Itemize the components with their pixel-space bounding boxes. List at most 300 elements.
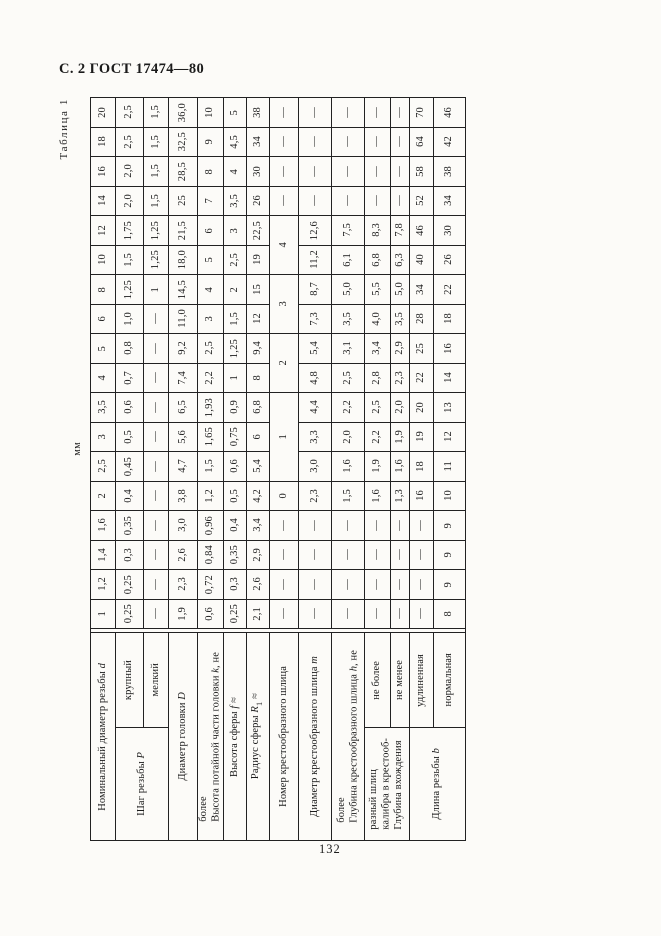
data-cell-p [116, 275, 144, 305]
data-cell-D [169, 187, 198, 217]
data-cell-pm-text: — [149, 313, 161, 325]
data-cell-gmax-text: 4,0 [371, 311, 383, 326]
data-cell-f-text: 0,5 [228, 488, 240, 503]
data-cell-k-text: 6 [204, 227, 216, 233]
data-cell-slot-text: 3 [277, 301, 289, 307]
column-label [270, 633, 299, 841]
sub-label [410, 633, 434, 728]
data-cell-f [224, 157, 247, 187]
data-cell-m-text: 7,3 [308, 311, 320, 326]
sub-label [116, 633, 144, 728]
column-label [169, 633, 198, 841]
data-cell-pm-text: — [149, 519, 161, 531]
table-caption [56, 98, 72, 160]
data-cell-ln [434, 511, 466, 541]
data-cell-gmax [365, 246, 391, 276]
data-cell-lu [410, 393, 434, 423]
data-cell-D-text: 5,6 [176, 429, 188, 444]
data-cell-slot-text: — [277, 549, 289, 561]
column-label [365, 728, 410, 841]
data-cell-p [116, 393, 144, 423]
data-cell-f-text: 1,5 [228, 311, 240, 326]
data-cell-D-text: 4,7 [176, 459, 188, 474]
data-cell-gmin [391, 275, 410, 305]
data-cell-gmin-text: 2,0 [393, 400, 405, 415]
data-cell-gmin [391, 482, 410, 512]
data-cell-f [224, 541, 247, 571]
data-cell-p-text: 0,8 [123, 341, 135, 356]
data-cell-d [91, 482, 116, 512]
data-cell-m [299, 393, 332, 423]
data-cell-gmin [391, 128, 410, 158]
data-cell-k-text: 1,2 [204, 488, 216, 503]
data-cell-f [224, 305, 247, 335]
data-cell-gmin-text: 6,3 [393, 252, 405, 267]
column-label-text: Диаметр крестообразного шлица m [308, 656, 320, 817]
data-cell-pm-text: 1,25 [149, 250, 161, 270]
data-cell-f [224, 511, 247, 541]
data-cell-gmax [365, 423, 391, 453]
data-cell-m [299, 423, 332, 453]
data-cell-f-text: 0,6 [228, 459, 240, 474]
data-cell-d-text: 3,5 [96, 400, 108, 415]
data-cell-pm-text: — [149, 431, 161, 443]
data-cell-h [332, 452, 365, 482]
data-cell-gmin-text: 1,6 [393, 459, 405, 474]
data-cell-gmax-text: 2,2 [371, 429, 383, 444]
data-cell-d-text: 4 [96, 375, 108, 381]
data-cell-R [247, 334, 270, 364]
data-cell-R [247, 393, 270, 423]
data-cell-h-text: — [341, 608, 353, 620]
data-cell-k [198, 157, 224, 187]
data-cell-p-text: 0,25 [123, 604, 135, 624]
data-cell-d [91, 393, 116, 423]
data-cell-pm [144, 393, 169, 423]
data-cell-R-text: 22,5 [251, 220, 263, 240]
data-cell-gmin [391, 98, 410, 128]
column-label-text: Высота сферы f ≈ [228, 696, 240, 777]
data-cell-gmax [365, 393, 391, 423]
data-cell-k [198, 98, 224, 128]
column-label [299, 633, 332, 841]
data-cell-h [332, 246, 365, 276]
data-cell-R-text: 26 [251, 195, 263, 207]
data-cell-f-text: 0,4 [228, 518, 240, 533]
data-cell-D-text: 2,6 [176, 547, 188, 562]
data-cell-ln [434, 128, 466, 158]
data-cell-f-text: 0,25 [228, 604, 240, 624]
data-cell-pm [144, 541, 169, 571]
data-cell-m-text: — [308, 519, 320, 531]
data-cell-slot [270, 511, 299, 541]
data-cell-k-text: 4 [204, 286, 216, 292]
data-cell-d-text: 20 [96, 106, 108, 118]
data-cell-R [247, 216, 270, 246]
data-cell-slot-text: — [277, 195, 289, 207]
data-cell-k [198, 246, 224, 276]
data-cell-slot [270, 334, 299, 393]
data-cell-ln-text: 16 [443, 342, 455, 354]
data-cell-p [116, 600, 144, 630]
data-cell-d-text: 1 [96, 611, 108, 617]
data-cell-m-text: — [308, 549, 320, 561]
data-cell-p [116, 216, 144, 246]
data-cell-D [169, 600, 198, 630]
data-cell-lu-text: — [415, 519, 427, 531]
data-cell-p-text: 1,25 [123, 279, 135, 299]
data-cell-p-text: 2,0 [123, 164, 135, 179]
data-cell-k-text: 10 [204, 106, 216, 118]
data-cell-p [116, 305, 144, 335]
data-cell-gmin [391, 364, 410, 394]
data-cell-gmin-text: — [393, 608, 405, 620]
data-cell-p-text: 2,5 [123, 105, 135, 120]
column-label [410, 728, 466, 841]
data-cell-f [224, 423, 247, 453]
data-cell-p [116, 187, 144, 217]
data-cell-f [224, 128, 247, 158]
data-cell-h [332, 216, 365, 246]
data-cell-gmin [391, 511, 410, 541]
data-cell-gmin [391, 600, 410, 630]
data-cell-pm-text: — [149, 460, 161, 472]
data-cell-slot [270, 98, 299, 128]
data-cell-gmax-text: — [371, 106, 383, 118]
data-cell-k [198, 570, 224, 600]
data-cell-h-text: — [341, 519, 353, 531]
data-cell-m [299, 364, 332, 394]
column-label-text: Глубина крестообразного шлица h, не более [335, 650, 359, 823]
data-cell-pm-text: 1,5 [149, 164, 161, 179]
data-cell-k-text: 1,65 [204, 427, 216, 447]
data-cell-m-text: — [308, 608, 320, 620]
data-cell-h [332, 98, 365, 128]
data-cell-ln-text: 10 [443, 490, 455, 502]
data-cell-k [198, 452, 224, 482]
data-cell-k [198, 305, 224, 335]
data-cell-lu-text: 40 [415, 254, 427, 266]
data-cell-gmax-text: — [371, 578, 383, 590]
data-cell-slot [270, 187, 299, 217]
data-cell-m-text: 3,0 [308, 459, 320, 474]
data-cell-pm [144, 482, 169, 512]
column-label [198, 633, 224, 841]
data-cell-d [91, 275, 116, 305]
data-cell-pm-text: — [149, 342, 161, 354]
data-cell-pm [144, 187, 169, 217]
data-cell-m-text: — [308, 578, 320, 590]
data-cell-lu-text: 18 [415, 460, 427, 472]
data-cell-slot-text: — [277, 106, 289, 118]
data-cell-lu [410, 482, 434, 512]
data-cell-slot-text: 1 [277, 434, 289, 440]
data-cell-lu [410, 541, 434, 571]
data-cell-f-text: 1 [228, 375, 240, 381]
data-cell-lu [410, 98, 434, 128]
data-cell-p [116, 246, 144, 276]
data-cell-f-text: 5 [228, 109, 240, 115]
data-cell-f-text: 2 [228, 286, 240, 292]
data-cell-f [224, 600, 247, 630]
data-cell-p [116, 482, 144, 512]
data-cell-h [332, 128, 365, 158]
data-cell-R-text: 19 [251, 254, 263, 266]
data-cell-D [169, 482, 198, 512]
data-cell-gmax [365, 275, 391, 305]
data-cell-gmax-text: — [371, 608, 383, 620]
data-cell-d [91, 423, 116, 453]
data-cell-gmax-text: — [371, 195, 383, 207]
data-cell-h [332, 541, 365, 571]
data-cell-gmax [365, 541, 391, 571]
data-cell-R-text: 15 [251, 283, 263, 295]
data-cell-R-text: 2,1 [251, 606, 263, 621]
data-cell-h-text: 1,5 [341, 488, 353, 503]
data-cell-m [299, 452, 332, 482]
data-cell-m-text: 12,6 [308, 220, 320, 240]
data-cell-D-text: 6,5 [176, 400, 188, 415]
data-cell-R [247, 305, 270, 335]
data-cell-d [91, 246, 116, 276]
data-cell-R-text: 5,4 [251, 459, 263, 474]
data-cell-k-text: 2,2 [204, 370, 216, 385]
data-cell-D-text: 11,0 [176, 309, 188, 329]
data-cell-lu-text: 46 [415, 224, 427, 236]
units-label-text: мм [71, 442, 83, 456]
data-cell-gmax-text: — [371, 136, 383, 148]
data-cell-d-text: 18 [96, 136, 108, 148]
data-cell-lu [410, 246, 434, 276]
data-cell-m-text: — [308, 195, 320, 207]
data-cell-h-text: 2,2 [341, 400, 353, 415]
data-cell-h-text: 3,1 [341, 341, 353, 356]
column-label-text: Номер крестообразного шлица [277, 666, 289, 807]
data-cell-p-text: 1,0 [123, 311, 135, 326]
data-cell-ln-text: 12 [443, 431, 455, 443]
data-cell-h [332, 393, 365, 423]
data-cell-gmax-text: 2,8 [371, 370, 383, 385]
data-cell-m-text: — [308, 106, 320, 118]
data-cell-d-text: 14 [96, 195, 108, 207]
data-cell-gmin [391, 157, 410, 187]
data-cell-gmax [365, 570, 391, 600]
data-cell-gmax [365, 216, 391, 246]
data-cell-k-text: 1,93 [204, 397, 216, 417]
data-cell-h-text: — [341, 165, 353, 177]
data-cell-R-text: 8 [251, 375, 263, 381]
data-cell-ln [434, 157, 466, 187]
data-cell-p [116, 157, 144, 187]
column-label-text: Радиус сферы $R_1$ ≈ [250, 693, 265, 780]
data-cell-h-text: — [341, 195, 353, 207]
data-cell-lu-text: 28 [415, 313, 427, 325]
data-cell-gmax [365, 511, 391, 541]
page-header: С. 2 ГОСТ 17474—80 [59, 61, 205, 77]
data-cell-p [116, 423, 144, 453]
data-cell-k [198, 541, 224, 571]
data-cell-R [247, 128, 270, 158]
data-cell-D-text: 7,4 [176, 370, 188, 385]
column-label-text: Глубина вхождения калибра в крестооб- разный шлиц [368, 738, 405, 830]
data-cell-gmax [365, 98, 391, 128]
data-cell-f [224, 216, 247, 246]
data-cell-d [91, 570, 116, 600]
data-cell-d-text: 10 [96, 254, 108, 266]
data-cell-m [299, 482, 332, 512]
data-cell-D [169, 216, 198, 246]
data-cell-R [247, 275, 270, 305]
data-cell-slot-text: 4 [277, 242, 289, 248]
data-cell-gmax-text: — [371, 519, 383, 531]
data-cell-D-text: 28,5 [176, 161, 188, 181]
data-cell-R-text: 34 [251, 136, 263, 148]
data-cell-k-text: 9 [204, 139, 216, 145]
data-cell-h [332, 275, 365, 305]
data-cell-k [198, 128, 224, 158]
data-cell-ln-text: 13 [443, 401, 455, 413]
data-cell-f-text: 1,25 [228, 338, 240, 358]
data-cell-ln [434, 393, 466, 423]
data-cell-pm-text: — [149, 608, 161, 620]
column-label [91, 633, 116, 841]
data-cell-lu [410, 157, 434, 187]
data-cell-ln [434, 334, 466, 364]
data-cell-m [299, 98, 332, 128]
data-cell-m-text: — [308, 165, 320, 177]
table-caption-text: Таблица 1 [57, 98, 70, 160]
data-cell-R [247, 246, 270, 276]
data-cell-k [198, 511, 224, 541]
data-cell-lu [410, 364, 434, 394]
data-cell-ln [434, 452, 466, 482]
data-cell-D [169, 98, 198, 128]
data-cell-h [332, 600, 365, 630]
data-cell-p-text: 0,35 [123, 515, 135, 535]
column-label [332, 633, 365, 841]
data-cell-p [116, 128, 144, 158]
data-cell-f [224, 570, 247, 600]
data-cell-D [169, 570, 198, 600]
data-cell-p-text: 0,5 [123, 429, 135, 444]
data-cell-f [224, 275, 247, 305]
data-cell-D-text: 9,2 [176, 341, 188, 356]
data-cell-D [169, 393, 198, 423]
data-cell-h [332, 423, 365, 453]
sub-label [434, 633, 466, 728]
data-cell-m [299, 511, 332, 541]
data-cell-slot-text: 0 [277, 493, 289, 499]
data-cell-gmin [391, 334, 410, 364]
data-cell-f-text: 0,75 [228, 427, 240, 447]
data-cell-d [91, 511, 116, 541]
data-cell-h [332, 364, 365, 394]
column-label [247, 633, 270, 841]
sub-label-text: не более [371, 660, 383, 700]
data-cell-R-text: 2,9 [251, 547, 263, 562]
data-cell-h-text: 7,5 [341, 223, 353, 238]
data-cell-gmin-text: 7,8 [393, 223, 405, 238]
data-cell-d-text: 8 [96, 286, 108, 292]
data-cell-k-text: 0,6 [204, 606, 216, 621]
data-cell-m [299, 187, 332, 217]
data-cell-pm [144, 157, 169, 187]
data-cell-gmin-text: — [393, 578, 405, 590]
data-cell-p [116, 511, 144, 541]
column-label-text: Диаметр головки D [176, 692, 188, 781]
data-cell-slot-text: — [277, 578, 289, 590]
data-cell-f [224, 98, 247, 128]
data-cell-gmin [391, 246, 410, 276]
data-cell-gmin-text: — [393, 136, 405, 148]
data-cell-lu-text: 52 [415, 195, 427, 207]
data-cell-f [224, 334, 247, 364]
data-cell-D-text: 1,9 [176, 606, 188, 621]
data-cell-pm [144, 128, 169, 158]
column-label [116, 728, 169, 841]
data-cell-gmin-text: 3,5 [393, 311, 405, 326]
column-label-text: Номинальный диаметр резьбы d [96, 662, 108, 811]
data-cell-ln-text: 9 [443, 522, 455, 528]
data-cell-R [247, 570, 270, 600]
data-cell-D [169, 246, 198, 276]
data-cell-f-text: 0,9 [228, 400, 240, 415]
data-cell-pm-text: 1 [149, 286, 161, 292]
data-cell-m-text: 4,4 [308, 400, 320, 415]
data-cell-p [116, 334, 144, 364]
data-cell-gmin-text: 2,3 [393, 370, 405, 385]
data-cell-gmax-text: — [371, 549, 383, 561]
data-cell-m-text: 11,2 [308, 250, 320, 270]
data-cell-h-text: — [341, 136, 353, 148]
data-cell-slot [270, 157, 299, 187]
data-cell-gmin-text: 2,9 [393, 341, 405, 356]
sub-label [365, 633, 391, 728]
data-cell-d [91, 452, 116, 482]
data-cell-p-text: 0,25 [123, 574, 135, 594]
data-cell-gmax-text: 1,9 [371, 459, 383, 474]
data-cell-h-text: 3,5 [341, 311, 353, 326]
data-cell-gmax-text: — [371, 165, 383, 177]
data-cell-h-text: — [341, 578, 353, 590]
page-number: 132 [319, 842, 341, 856]
data-cell-R-text: 30 [251, 165, 263, 177]
data-cell-f [224, 482, 247, 512]
data-cell-k-text: 5 [204, 257, 216, 263]
data-cell-lu [410, 570, 434, 600]
data-cell-ln [434, 275, 466, 305]
data-cell-ln-text: 42 [443, 136, 455, 148]
data-cell-m [299, 157, 332, 187]
data-cell-pm [144, 334, 169, 364]
data-cell-p-text: 0,45 [123, 456, 135, 476]
data-cell-pm [144, 570, 169, 600]
data-cell-k-text: 0,72 [204, 574, 216, 594]
data-cell-gmax-text: 5,5 [371, 282, 383, 297]
data-cell-k-text: 0,84 [204, 545, 216, 565]
data-cell-D [169, 275, 198, 305]
data-cell-p [116, 364, 144, 394]
data-cell-f [224, 452, 247, 482]
data-cell-D [169, 157, 198, 187]
data-cell-h-text: 2,0 [341, 429, 353, 444]
sub-label-text: нормальная [443, 653, 455, 707]
units-label [71, 436, 85, 462]
data-cell-R-text: 2,6 [251, 577, 263, 592]
sub-label-text: не менее [393, 660, 405, 700]
data-cell-m-text: 3,3 [308, 429, 320, 444]
data-cell-gmax [365, 305, 391, 335]
